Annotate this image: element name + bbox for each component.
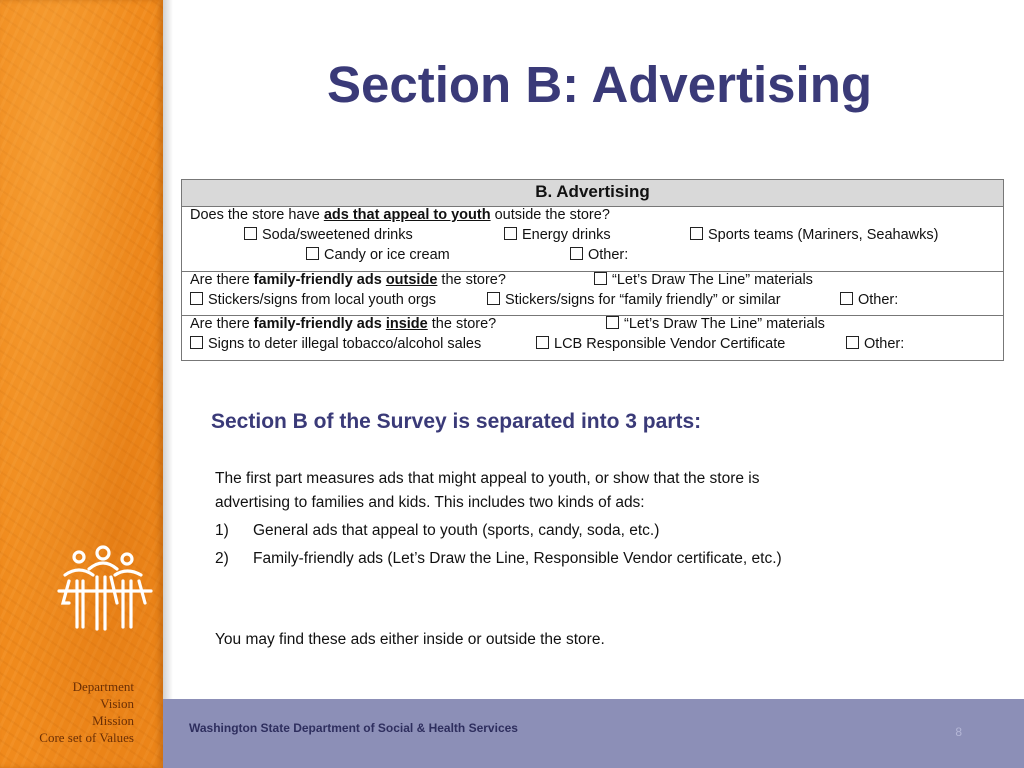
question-emphasis: outside [385, 272, 438, 288]
checkbox-option[interactable]: Candy or ice cream [306, 247, 450, 263]
checkbox-icon[interactable] [690, 227, 703, 240]
page-title: Section B: Advertising [326, 56, 872, 113]
checkbox-option[interactable]: LCB Responsible Vendor Certificate [536, 336, 785, 352]
survey-question-youth-ads [182, 207, 1004, 272]
question-text: the store? [427, 316, 497, 332]
list-item [215, 519, 815, 543]
question-text: Are there [190, 272, 254, 288]
checkbox-icon[interactable] [190, 336, 203, 349]
value-item: Mission [92, 713, 134, 728]
checkbox-icon[interactable] [487, 292, 500, 305]
checkbox-option[interactable]: Stickers/signs for “family friendly” or similar [487, 292, 781, 308]
checkbox-icon[interactable] [840, 292, 853, 305]
checkbox-option[interactable]: Energy drinks [504, 227, 611, 243]
list-item [215, 547, 815, 571]
checkbox-option[interactable]: Other: [846, 336, 904, 352]
brand-values [0, 678, 134, 746]
question-bold: family-friendly ads [253, 316, 386, 332]
value-item: Department [72, 679, 134, 694]
checkbox-icon[interactable] [190, 292, 203, 305]
list-text: General ads that appeal to youth (sports, candy, soda, etc.) [253, 522, 660, 539]
survey-heading: B. Advertising [182, 180, 1004, 207]
list-number: 1) [215, 522, 229, 539]
checkbox-option[interactable]: “Let’s Draw The Line” materials [606, 316, 825, 332]
page-number: 8 [955, 725, 962, 739]
checkbox-option[interactable]: “Let’s Draw The Line” materials [594, 272, 813, 288]
checkbox-option[interactable]: Other: [840, 292, 898, 308]
sidebar-shadow [163, 0, 173, 768]
sidebar-panel [0, 0, 163, 768]
list-number: 2) [215, 550, 229, 567]
checkbox-option[interactable]: Stickers/signs from local youth orgs [190, 292, 436, 308]
value-item: Vision [100, 696, 134, 711]
family-figures-icon [55, 545, 155, 635]
checkbox-icon[interactable] [306, 247, 319, 260]
value-item: Core set of Values [39, 730, 134, 745]
question-text: outside the store? [490, 207, 610, 223]
survey-question-inside-ads [182, 316, 1004, 361]
checkbox-option[interactable]: Signs to deter illegal tobacco/alcohol sales [190, 336, 481, 352]
question-emphasis: inside [385, 316, 428, 332]
section-subheading: Section B of the Survey is separated into 3 parts: [211, 410, 702, 433]
closing-paragraph: You may find these ads either inside or outside the store. [215, 631, 605, 648]
survey-excerpt-table [181, 179, 1004, 361]
footer-bar [163, 699, 1024, 768]
question-bold: family-friendly ads [253, 272, 386, 288]
question-text: Does the store have [190, 207, 324, 223]
question-text: Are there [190, 316, 254, 332]
checkbox-icon[interactable] [504, 227, 517, 240]
ad-types-list [215, 519, 815, 575]
checkbox-icon[interactable] [846, 336, 859, 349]
list-text: Family-friendly ads (Let’s Draw the Line, Responsible Vendor certificate, etc.) [253, 550, 782, 567]
question-text: the store? [437, 272, 506, 288]
survey-question-outside-ads [182, 272, 1004, 316]
footer-organization: Washington State Department of Social & Health Services [189, 721, 518, 735]
checkbox-option[interactable]: Other: [570, 247, 628, 263]
checkbox-icon[interactable] [594, 272, 607, 285]
checkbox-icon[interactable] [606, 316, 619, 329]
checkbox-icon[interactable] [570, 247, 583, 260]
checkbox-option[interactable]: Sports teams (Mariners, Seahawks) [690, 227, 938, 243]
intro-paragraph: The first part measures ads that might appeal to youth, or show that the store is advertising to families and kids. This includes two kinds of ads: [215, 470, 760, 511]
checkbox-option[interactable]: Soda/sweetened drinks [244, 227, 413, 243]
checkbox-icon[interactable] [244, 227, 257, 240]
question-emphasis: ads that appeal to youth [323, 207, 491, 223]
checkbox-icon[interactable] [536, 336, 549, 349]
